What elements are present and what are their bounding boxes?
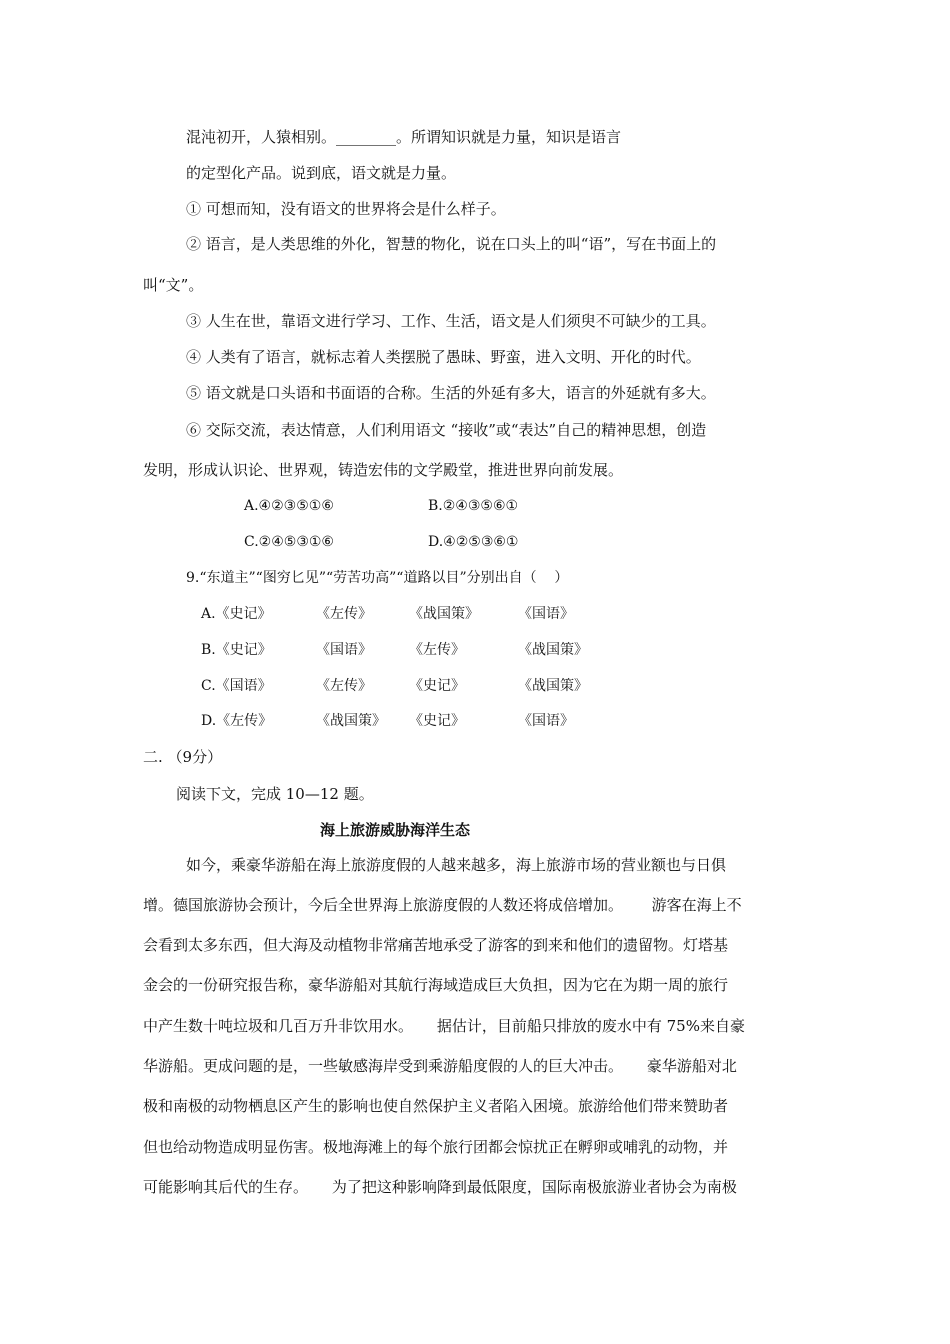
section-2-heading: 二. （9分） — [143, 748, 223, 766]
q9-row-b-c4: 《战国策》 — [518, 642, 588, 658]
article-line-6: 华游船。更成问题的是，一些敏感海岸受到乘游船度假的人的巨大冲击。 豪华游船对北 — [143, 1057, 737, 1075]
q9-row-a-c4: 《国语》 — [518, 606, 574, 622]
article-title: 海上旅游威胁海洋生态 — [320, 821, 471, 839]
q8-option-a: A.④②③⑤①⑥ — [244, 498, 334, 514]
q9-row-b-c3: 《左传》 — [409, 642, 465, 658]
sentence-3: ③ 人生在世，靠语文进行学习、工作、生活，语文是人们须臾不可缺少的工具。 — [186, 312, 716, 330]
q9-row-b-c2: 《国语》 — [316, 642, 372, 658]
article-line-7: 极和南极的动物栖息区产生的影响也使自然保护主义者陷入困境。旅游给他们带来赞助者 — [143, 1097, 729, 1115]
sentence-4: ④ 人类有了语言，就标志着人类摆脱了愚昧、野蛮，进入文明、开化的时代。 — [186, 348, 701, 366]
sentence-6-line-2: 发明，形成认识论、世界观，铸造宏伟的文学殿堂，推进世界向前发展。 — [143, 461, 624, 479]
article-line-4: 金会的一份研究报告称，豪华游船对其航行海域造成巨大负担，因为它在为期一周的旅行 — [143, 976, 729, 994]
q9-row-a-label: A.《史记》 — [201, 606, 272, 622]
article-line-5: 中产生数十吨垃圾和几百万升非饮用水。 据估计，目前船只排放的废水中有 75%来自豪 — [143, 1017, 745, 1035]
q9-row-a-c2: 《左传》 — [316, 606, 372, 622]
article-line-8: 但也给动物造成明显伤害。极地海滩上的每个旅行团都会惊扰正在孵卵或哺乳的动物，并 — [143, 1138, 729, 1156]
section-2-instruction: 阅读下文，完成 10—12 题。 — [176, 785, 374, 803]
q9-row-d-c3: 《史记》 — [409, 713, 465, 729]
q8-option-c: C.②④⑤③①⑥ — [244, 534, 334, 550]
article-line-2: 增。德国旅游协会预计，今后全世界海上旅游度假的人数还将成倍增加。 游客在海上不 — [143, 896, 742, 914]
q9-stem: 9.“东道主”“图穷匕见”“劳苦功高”“道路以目”分别出自（ ） — [186, 570, 569, 586]
sentence-1: ① 可想而知，没有语文的世界将会是什么样子。 — [186, 200, 506, 218]
q9-row-c-c2: 《左传》 — [316, 678, 372, 694]
sentence-2-line-2: 叫“文”。 — [143, 276, 204, 294]
q8-option-d: D.④②⑤③⑥① — [428, 534, 519, 550]
q9-row-d-label: D.《左传》 — [201, 713, 273, 729]
q8-option-b: B.②④③⑤⑥① — [428, 498, 519, 514]
article-line-9: 可能影响其后代的生存。 为了把这种影响降到最低限度，国际南极旅游业者协会为南极 — [143, 1178, 737, 1196]
article-line-3: 会看到太多东西，但大海及动植物非常痛苦地承受了游客的到来和他们的遗留物。灯塔基 — [143, 936, 729, 954]
passage-line-2: 的定型化产品。说到底，语文就是力量。 — [186, 164, 457, 182]
q9-row-d-c4: 《国语》 — [518, 713, 574, 729]
q9-row-c-c3: 《史记》 — [409, 678, 465, 694]
q9-row-c-c4: 《战国策》 — [518, 678, 588, 694]
sentence-5: ⑤ 语文就是口头语和书面语的合称。生活的外延有多大，语言的外延就有多大。 — [186, 384, 716, 402]
sentence-6-line-1: ⑥ 交际交流，表达情意，人们利用语文 “接收”或“表达”自己的精神思想，创造 — [186, 421, 707, 439]
q9-row-c-label: C.《国语》 — [201, 678, 272, 694]
article-line-1: 如今，乘豪华游船在海上旅游度假的人越来越多，海上旅游市场的营业额也与日俱 — [186, 856, 727, 874]
q9-row-d-c2: 《战国策》 — [316, 713, 386, 729]
q9-row-a-c3: 《战国策》 — [409, 606, 479, 622]
sentence-2-line-1: ② 语言，是人类思维的外化，智慧的物化，说在口头上的叫“语”，写在书面上的 — [186, 235, 717, 253]
passage-line-1: 混沌初开，人猿相别。________。所谓知识就是力量，知识是语言 — [186, 128, 622, 146]
q9-row-b-label: B.《史记》 — [201, 642, 272, 658]
